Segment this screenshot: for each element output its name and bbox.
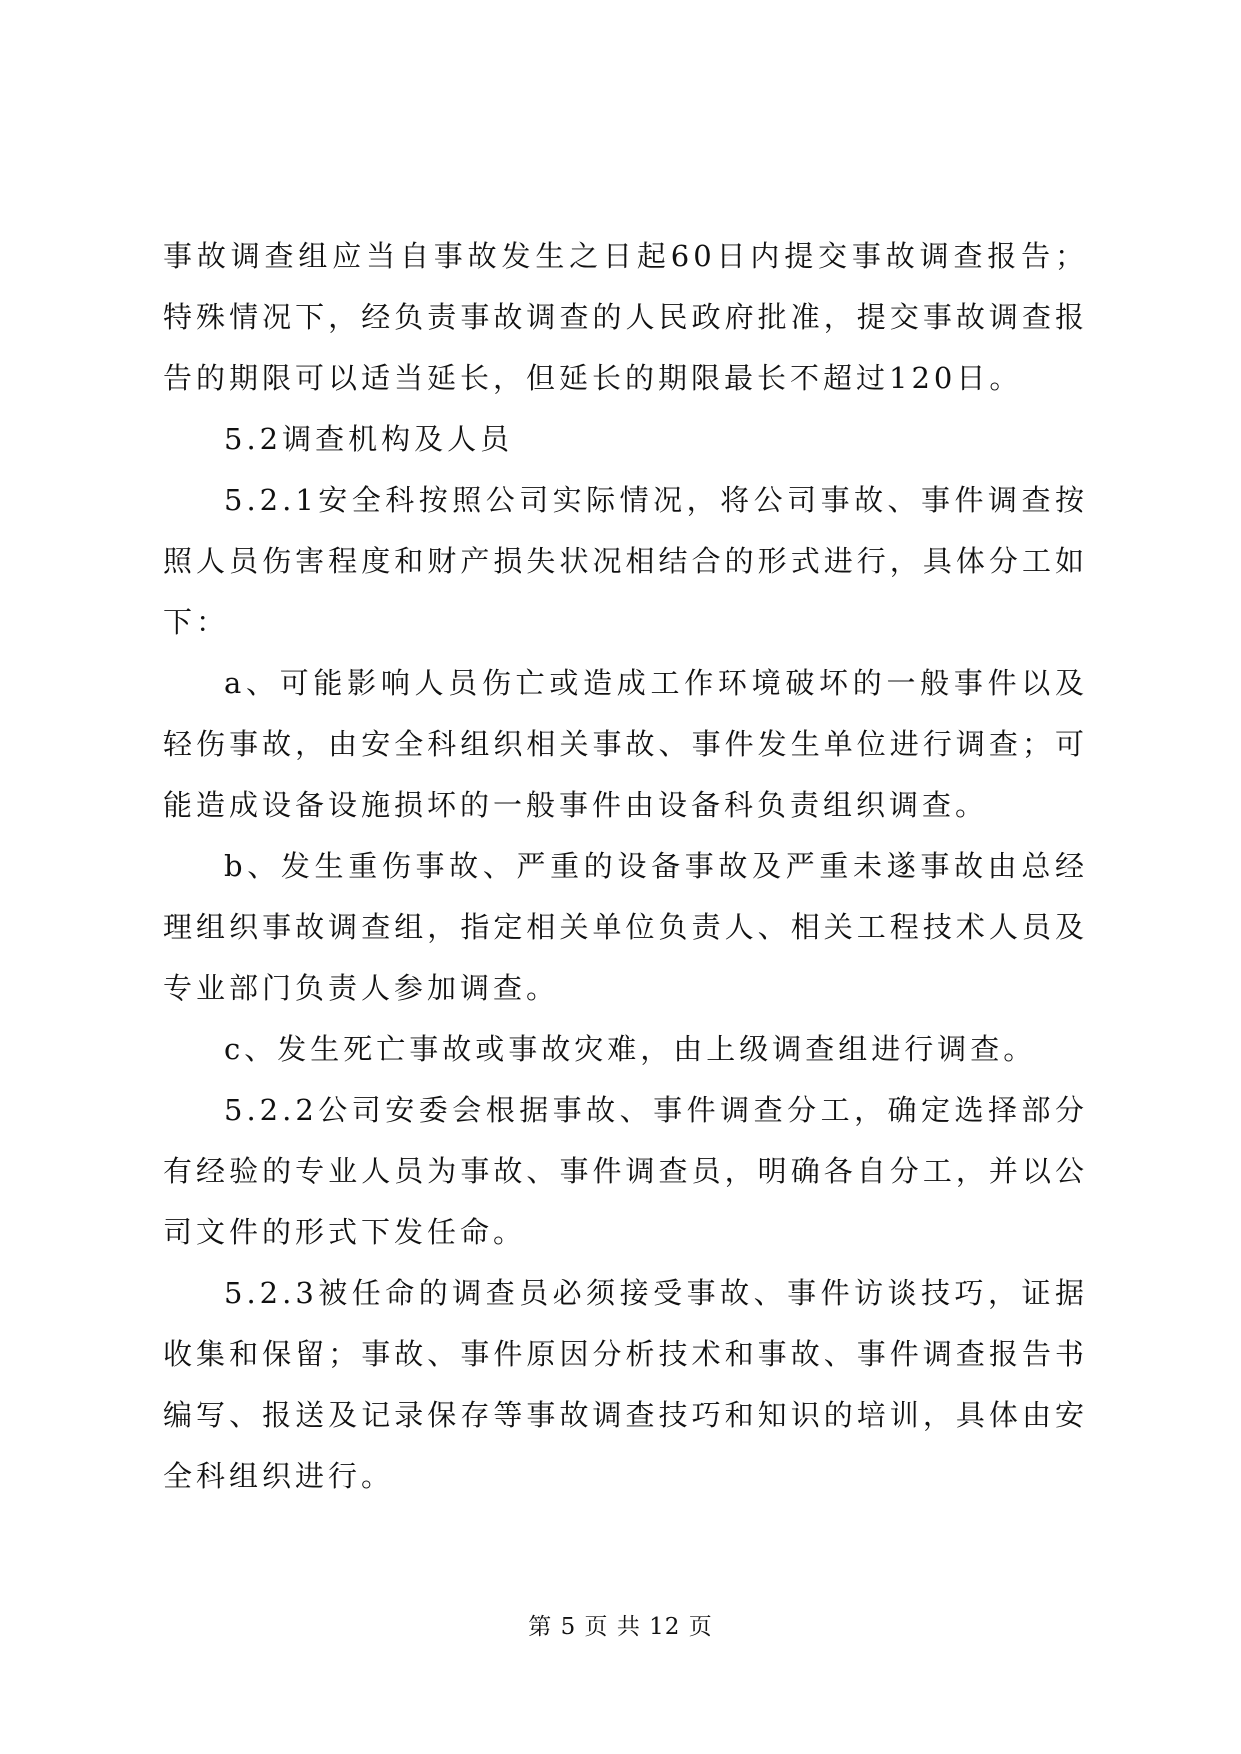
page-number-footer: 第 5 页 共 12 页 — [528, 1614, 713, 1640]
paragraph-5-2-3: 5.2.3被任命的调查员必须接受事故、事件访谈技巧，证据收集和保留；事故、事件原因分析技术和事故、事件调查报告书编写、报送及记录保存等事故调查技巧和知识的培训，具体由安全科组织进行。 — [163, 1276, 1088, 1493]
document-body — [163, 226, 1088, 1507]
paragraph-item-a: a、可能影响人员伤亡或造成工作环境破坏的一般事件以及轻伤事故，由安全科组织相关事故、事件发生单位进行调查；可能造成设备设施损坏的一般事件由设备科负责组织调查。 — [163, 666, 1088, 822]
paragraph-item-c: c、发生死亡事故或事故灾难，由上级调查组进行调查。 — [224, 1032, 1037, 1066]
paragraph-item-b: b、发生重伤事故、严重的设备事故及严重未遂事故由总经理组织事故调查组，指定相关单位负责人、相关工程技术人员及专业部门负责人参加调查。 — [163, 849, 1088, 1005]
heading-investigation-organization: 5.2调查机构及人员 — [224, 422, 514, 456]
paragraph-5-2-2: 5.2.2公司安委会根据事故、事件调查分工，确定选择部分有经验的专业人员为事故、事件调查员，明确各自分工，并以公司文件的形式下发任命。 — [163, 1093, 1088, 1249]
paragraph-5-2-1: 5.2.1安全科按照公司实际情况，将公司事故、事件调查按照人员伤害程度和财产损失状况相结合的形式进行，具体分工如下： — [163, 483, 1088, 639]
paragraph-report-deadline: 事故调查组应当自事故发生之日起60日内提交事故调查报告；特殊情况下，经负责事故调查的人民政府批准，提交事故调查报告的期限可以适当延长，但延长的期限最长不超过120日。 — [163, 239, 1088, 395]
